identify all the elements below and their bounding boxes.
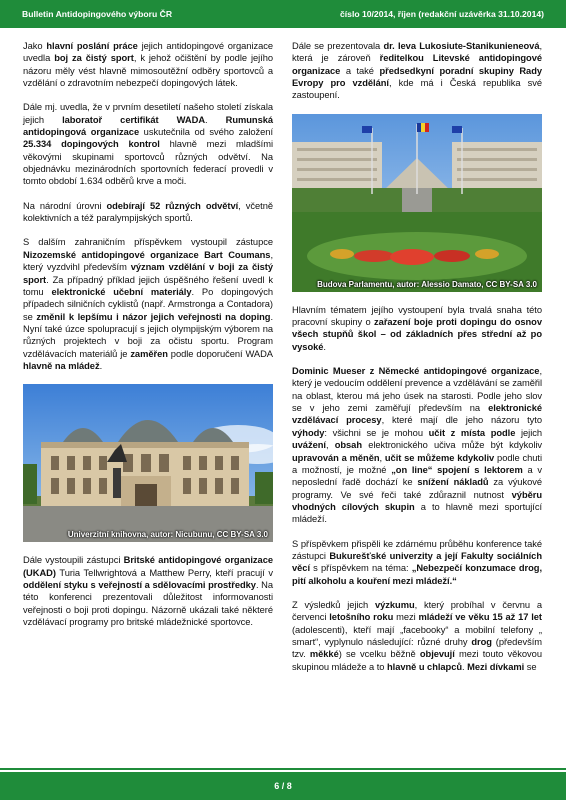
left-column: [23, 40, 273, 640]
bold-run: laboratoř certifikát WADA: [62, 114, 206, 125]
bold-run: hlavně u chlapců: [387, 661, 463, 672]
bold-run: zaměřen: [130, 348, 168, 359]
library-photo: [23, 384, 273, 542]
page-number: 6 / 8: [274, 781, 292, 791]
parliament-image: [292, 114, 542, 292]
bold-run: „on line“ spojení s lektorem: [391, 464, 523, 475]
bold-run: hlavně na mládež: [23, 360, 100, 371]
header-bar: [0, 0, 566, 28]
bold-run: Nizozemské antidopingové organizace Bart Coumans: [23, 249, 271, 260]
paragraph: Dále mj. uvedla, že v prvním desetiletí našeho století získala jejich laboratoř certifikát WADA. Rumunská antidopingová organizace uskutečnila od svého založení 25.334 dopingových kontrol hlavně mezi mladšími věkovými skupinami sportovců různých odvětví. Na objednávku mezinárodních sportovních federací provedli v tomto období 1.634 odběrů krve a moči.: [23, 102, 274, 187]
paragraph: Hlavním tématem jejího vystoupení byla trvalá snaha této pracovní skupiny o zařazení boje proti dopingu do osnov všech stupňů škol – od základních přes střední až po vysoké.: [292, 304, 542, 352]
bold-run: letošního roku: [329, 612, 394, 623]
bold-run: Rumunská antidopingová organizace: [23, 114, 274, 138]
bold-run: změnil k lepšímu i názor jejich veřejnosti na doping: [36, 311, 271, 322]
bold-run: elektronické vzdělávací procesy: [292, 403, 542, 426]
bold-run: obsah: [334, 440, 362, 451]
bold-run: mládeží ve věku 15 až 17 let: [418, 612, 542, 623]
bold-run: výhody: [292, 427, 325, 438]
bulletin-title: Bulletin Antidopingového výboru ČR: [22, 9, 173, 19]
paragraph: Dále se prezentovala dr. Ieva Lukosiute-Stanikunieneová, která je zároveň ředitelkou Litevské antidopingové organizace a také předsedkyní poradní skupiny Rady Evropy pro vzdělání, kde má i Česká republika své zastoupení.: [292, 41, 543, 101]
right-column: [292, 40, 542, 685]
bold-run: výběru vhodných cílových skupin: [292, 489, 542, 512]
bold-run: snížení nákladů: [417, 477, 489, 488]
bold-run: odebírají 52 různých odvětví: [106, 200, 239, 211]
bold-run: hlavní poslání práce: [46, 41, 138, 51]
bold-run: měkké: [309, 649, 339, 660]
bold-run: uvážení: [292, 440, 326, 451]
paragraph: Z výsledků jejich výzkumu, který probíhal v červnu a červenci letošního roku mezi mládeží ve věku 15 až 17 let (adolescenti), kteří mají „facebooky“ a mobilní telefony „ smart“, vyplynulo následující: různé druhy drog (především tzv. měkké) se vcelku běžně objevují mezi touto věkovou skupinou mládeže a to hlavně u chlapců. Mezi dívkami se: [292, 599, 542, 672]
bold-run: oddělení styku s veřejností a sdělovacími prostředky: [23, 579, 256, 590]
bold-run: elektronické učební materiály: [51, 286, 192, 297]
bold-run: význam vzdělání v boji za čistý sport: [23, 262, 274, 285]
footer-bar: [0, 772, 566, 800]
issue-info: číslo 10/2014, říjen (redakční uzávěrka 31.10.2014): [340, 9, 544, 19]
paragraph: Na národní úrovni odebírají 52 různých odvětví, včetně kolektivních a též paralympijských sportů.: [23, 200, 273, 224]
bold-run: boj za čistý sport: [54, 53, 134, 64]
bold-run: „Nebezpečí konzumace drog, pití alkoholu a kouření mezi mládeží.“: [292, 563, 543, 586]
library-image: [23, 384, 273, 542]
bold-run: dr. Ieva Lukosiute-Stanikunieneová: [383, 41, 540, 51]
bold-run: Mezi dívkami: [467, 661, 525, 672]
bold-run: zařazení boje proti dopingu do osnov všech stupňů škol – od základních přes střední až po vysoké: [292, 317, 542, 352]
bold-run: učit se můžeme kdykoliv: [384, 452, 495, 463]
bold-run: předsedkyní poradní skupiny Rady Evropy pro vzdělání: [292, 65, 543, 89]
paragraph: Dominic Mueser z Německé antidopingové organizace, který je vedoucím oddělení prevence a vzdělávání se zaměřil na oblast, kterou má jeho úsek na starosti. Podle jeho slov se v jeho zemi zaměřují především na elektronické vzdělávací procesy, které mají dle jeho názoru tyto výhody: všichni se je mohou učit z místa podle jejich uvážení, obsah elektronického učiva může být kdykoliv upravován a měněn, učit se můžeme kdykoliv podle chuti a možností, je možné „on line“ spojení s lektorem a v neposlední řadě dochází ke snížení nákladů za výukové programy. Ve své řeči také zdůraznil nutnost výběru vhodných cílových skupin a to hlavně mezi sportující mládeží.: [292, 366, 543, 525]
photo-caption: Budova Parlamentu, autor: Alessio Damato, CC BY-SA 3.0: [317, 279, 537, 289]
bold-run: 25.334 dopingových kontrol: [23, 139, 160, 150]
bold-run: výzkumu: [374, 599, 415, 610]
bold-run: upravován a měněn: [292, 452, 380, 463]
bold-run: Britské antidopingové organizace (UKAD): [23, 555, 273, 578]
photo-caption: Univerzitní knihovna, autor: Nicubunu, CC BY-SA 3.0: [67, 530, 268, 540]
paragraph: Dále vystoupili zástupci Britské antidopingové organizace (UKAD) Turia Tellwrightová a Matthew Perry, kteří pracují v oddělení styku s veřejností a sdělovacími prostředky. Na této konferenci prezentovali důležitost informovanosti veřejnosti o boji proti dopingu. Názorně ukázali také některé vzdělávací programy pro britské mládežnické sportovce.: [23, 555, 274, 627]
bold-run: učit z místa podle: [428, 427, 516, 438]
footer-divider: [0, 768, 566, 770]
paragraph: S příspěvkem přispěli ke zdárnému průběhu konference také zástupci Bukurešťské univerzity a její Fakulty sociálních věcí s příspěvkem na téma: „Nebezpečí konzumace drog, pití alkoholu a kouření mezi mládeží.“: [292, 538, 543, 586]
bold-run: drog: [471, 636, 492, 647]
bold-run: ředitelkou Litevské antidopingové organizace: [292, 53, 542, 76]
paragraph: Jako hlavní poslání práce jejich antidopingové organizace uvedla boj za čistý sport, k jehož očištění by podle jejího názoru měly vést hlavně mimosoutěžní odběry sportovců a vzdělání o zdravotním nebezpečí dopingových látek.: [23, 41, 273, 89]
bold-run: Bukurešťské univerzity a její Fakulty sociálních věcí: [292, 550, 542, 574]
paragraph: S dalším zahraničním příspěvkem vystoupil zástupce Nizozemské antidopingové organizace Bart Coumans, který vyzdvihl především význam vzdělání v boji za čistý sport. Za případný příklad jejich úspěšného řešení uvedl k tomu elektronické učební materiály. Po dopingových případech silničních cyklistů (např. Armstronga a Contadora) se změnil k lepšímu i názor jejich veřejnosti na doping. Nyní také úzce spolupracují s jejich olympijským výborem na různých projektech v boji za očistu sportu. Program vzdělávacích materiálů je zaměřen podle doporučení WADA hlavně na mládež.: [23, 237, 274, 371]
parliament-photo: [292, 114, 542, 292]
bold-run: Dominic Mueser z Německé antidopingové organizace: [292, 366, 540, 377]
bold-run: objevují: [419, 649, 455, 660]
